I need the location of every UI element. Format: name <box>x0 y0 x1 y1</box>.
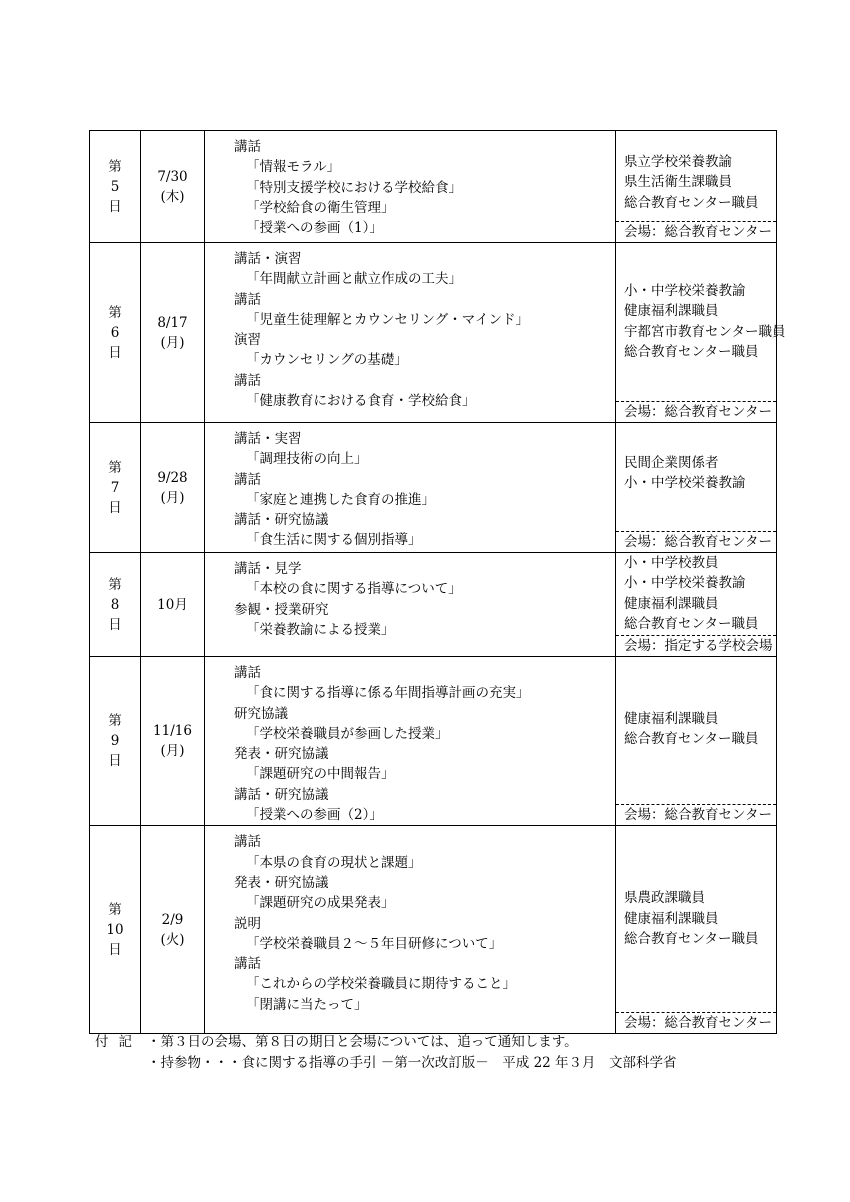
day-cell <box>90 131 141 243</box>
day-label-char: 8 <box>110 596 120 613</box>
content-cell <box>205 131 616 243</box>
day-label-char: 第 <box>108 901 122 918</box>
staff-item: 小・中学校栄養教諭 <box>624 575 746 592</box>
day-label-char: 日 <box>108 344 122 361</box>
session-title: 「児童生徒理解とカウンセリング・マインド」 <box>246 311 529 328</box>
session-type: 説明 <box>234 915 261 932</box>
staff-item: 総合教育センター職員 <box>624 930 759 947</box>
staff-item: 小・中学校栄養教諭 <box>624 283 746 299</box>
staff-item: 総合教育センター職員 <box>624 615 759 632</box>
staff-item: 県生活衛生課職員 <box>624 174 732 191</box>
weekday-text: (火) <box>160 931 185 948</box>
date-text: 10月 <box>157 596 188 613</box>
venue-text: 会場：総合教育センター <box>616 401 776 422</box>
session-title: 「課題研究の中間報告」 <box>246 766 395 783</box>
session-title: 「これからの学校栄養職員に期待すること」 <box>246 976 516 993</box>
day-label-char: 5 <box>110 178 120 195</box>
session-title: 「閉講に当たって」 <box>246 996 368 1013</box>
session-title: 「情報モラル」 <box>246 159 341 176</box>
staff-cell <box>616 423 777 553</box>
schedule-row <box>90 657 777 826</box>
session-type: 演習 <box>234 332 261 349</box>
schedule-row <box>90 553 777 657</box>
staff-item: 民間企業関係者 <box>624 455 719 471</box>
session-title: 「特別支援学校における学校給食」 <box>246 179 462 196</box>
venue-text: 会場：指定する学校会場 <box>616 635 776 656</box>
staff-item: 県立学校栄養教諭 <box>624 154 732 170</box>
session-type: 研究協議 <box>234 705 288 722</box>
staff-cell <box>616 553 777 657</box>
session-type: 講話 <box>234 372 261 389</box>
day-label-char: 10 <box>106 921 124 938</box>
session-type: 講話 <box>234 139 261 155</box>
session-type: 発表・研究協議 <box>234 746 329 763</box>
date-text: 9/28 <box>157 469 188 486</box>
session-type: 講話 <box>234 834 261 851</box>
schedule-row <box>90 826 777 1034</box>
date-text: 7/30 <box>157 168 188 185</box>
session-type: 講話・見学 <box>234 561 302 577</box>
day-label-char: 9 <box>110 733 120 750</box>
staff-item: 健康福利課職員 <box>624 711 719 727</box>
content-cell <box>205 243 616 423</box>
staff-cell <box>616 657 777 826</box>
content-cell <box>205 423 616 553</box>
staff-item: 健康福利課職員 <box>624 595 719 612</box>
schedule-table <box>89 130 786 1034</box>
session-title: 「栄養教諭による授業」 <box>246 621 395 638</box>
day-cell <box>90 826 141 1034</box>
session-title: 「本県の食育の現状と課題」 <box>246 854 422 871</box>
staff-cell <box>616 243 786 423</box>
session-type: 参観・授業研究 <box>234 601 329 618</box>
venue-text: 会場：総合教育センター <box>616 804 776 825</box>
date-cell <box>141 131 205 243</box>
day-label-char: 7 <box>110 479 120 496</box>
notes-section <box>95 1032 677 1074</box>
schedule-row <box>90 243 777 423</box>
day-label-char: 日 <box>108 616 122 633</box>
session-title: 「学校栄養職員２～５年目研修について」 <box>246 935 503 952</box>
date-cell <box>141 243 205 423</box>
session-title: 「学校栄養職員が参画した授業」 <box>246 725 449 742</box>
session-title: 「学校給食の衛生管理」 <box>246 199 395 216</box>
date-text: 11/16 <box>153 723 192 740</box>
session-type: 講話 <box>234 471 261 488</box>
day-label-char: 日 <box>108 753 122 770</box>
day-cell <box>90 423 141 553</box>
session-title: 「授業への参画（1）」 <box>246 220 383 237</box>
staff-item: 総合教育センター職員 <box>624 343 759 360</box>
day-cell <box>90 657 141 826</box>
date-cell <box>141 553 205 657</box>
content-cell <box>205 553 616 657</box>
date-cell <box>141 657 205 826</box>
weekday-text: (木) <box>160 188 185 205</box>
day-cell <box>90 243 141 423</box>
staff-cell <box>616 826 777 1034</box>
day-label-char: 第 <box>108 576 122 593</box>
session-type: 講話 <box>234 956 261 973</box>
staff-item: 県農政課職員 <box>624 890 705 907</box>
day-label-char: 第 <box>108 158 122 175</box>
session-title: 「健康教育における食育・学校給食」 <box>246 393 476 410</box>
session-title: 「本校の食に関する指導について」 <box>246 581 462 598</box>
staff-cell <box>616 131 777 243</box>
day-label-char: 日 <box>108 941 122 958</box>
notes-line: ・第３日の会場、第８日の期日と会場については、追って通知します。 <box>147 1034 578 1050</box>
weekday-text: (月) <box>160 334 185 351</box>
staff-item: 健康福利課職員 <box>624 910 719 927</box>
day-label-char: 第 <box>108 713 122 730</box>
staff-item: 小・中学校栄養教諭 <box>624 475 746 492</box>
weekday-text: (月) <box>160 489 185 506</box>
day-label-char: 日 <box>108 198 122 215</box>
date-text: 2/9 <box>161 911 184 928</box>
staff-item: 総合教育センター職員 <box>624 731 759 748</box>
venue-text: 会場：総合教育センター <box>616 531 776 552</box>
day-label-char: 日 <box>108 499 122 516</box>
session-type: 講話・実習 <box>234 431 302 447</box>
session-title: 「授業への参画（2）」 <box>246 807 383 824</box>
session-title: 「課題研究の成果発表」 <box>246 895 395 912</box>
schedule-row <box>90 423 777 553</box>
date-cell <box>141 423 205 553</box>
venue-text: 会場：総合教育センター <box>616 1012 776 1033</box>
session-type: 講話・演習 <box>234 251 302 267</box>
session-type: 発表・研究協議 <box>234 874 329 891</box>
session-type: 講話 <box>234 665 261 681</box>
day-label-char: 6 <box>110 324 120 341</box>
session-title: 「年間献立計画と献立作成の工夫」 <box>246 271 462 288</box>
day-label-char: 第 <box>108 304 122 321</box>
date-cell <box>141 826 205 1034</box>
day-label-char: 第 <box>108 459 122 476</box>
notes-line: ・持参物・・・食に関する指導の手引 －第一次改訂版－ 平成 22 年３月 文部科学省 <box>147 1055 677 1071</box>
session-title: 「調理技術の向上」 <box>246 451 368 468</box>
staff-item: 小・中学校教員 <box>624 555 719 571</box>
staff-item: 健康福利課職員 <box>624 303 719 320</box>
session-title: 「食生活に関する個別指導」 <box>246 532 422 549</box>
session-type: 講話・研究協議 <box>234 786 329 803</box>
notes-label: 付記 <box>95 1034 142 1050</box>
date-text: 8/17 <box>157 314 188 331</box>
session-title: 「食に関する指導に係る年間指導計画の充実」 <box>246 685 530 702</box>
venue-text: 会場：総合教育センター <box>616 221 776 242</box>
session-title: 「家庭と連携した食育の推進」 <box>246 491 435 508</box>
session-title: 「カウンセリングの基礎」 <box>246 352 408 369</box>
content-cell <box>205 826 616 1034</box>
session-type: 講話・研究協議 <box>234 512 329 529</box>
content-cell <box>205 657 616 826</box>
weekday-text: (月) <box>160 743 185 760</box>
schedule-row <box>90 131 777 243</box>
staff-item: 宇都宮市教育センター職員 <box>624 323 786 340</box>
day-cell <box>90 553 141 657</box>
session-type: 講話 <box>234 291 261 308</box>
staff-item: 総合教育センター職員 <box>624 194 759 211</box>
